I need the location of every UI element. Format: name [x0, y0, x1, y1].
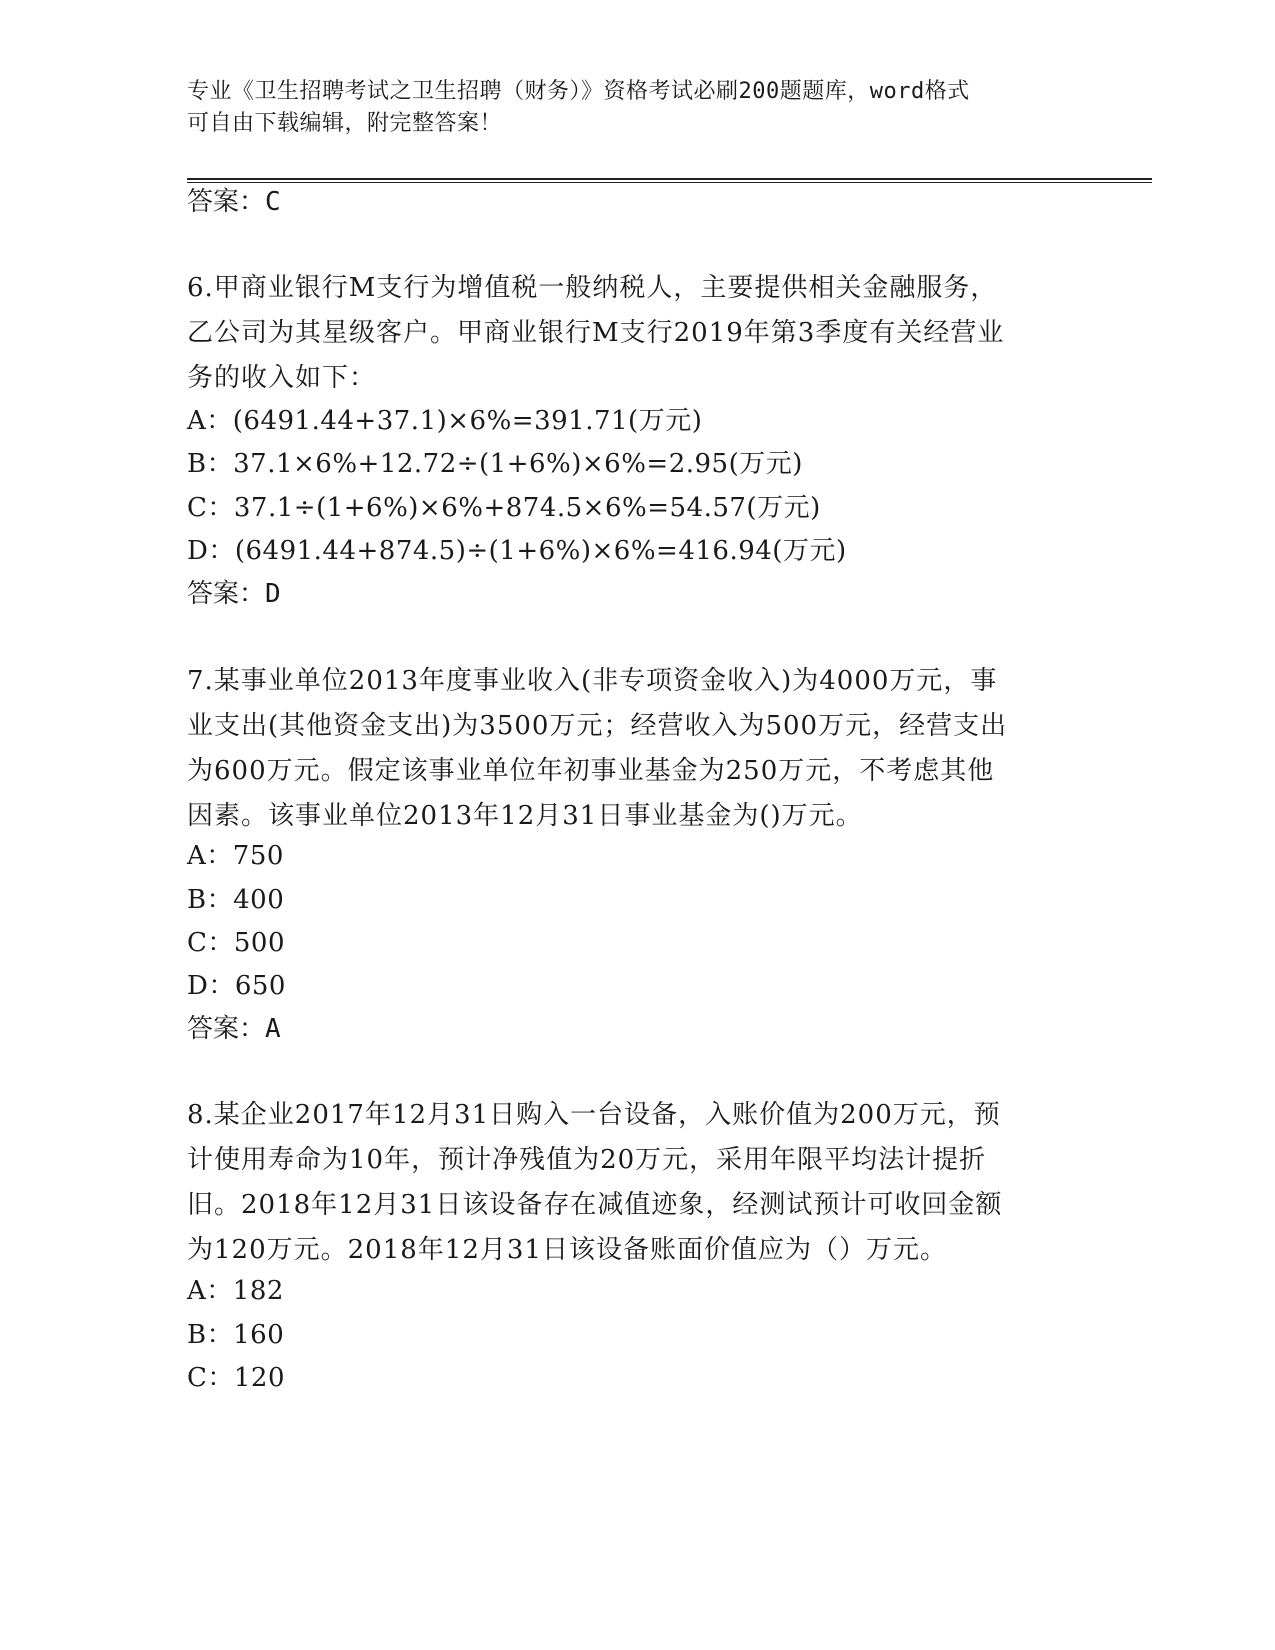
question-7-option-a: A：750 [187, 841, 284, 871]
question-7-line: 业支出(其他资金支出)为3500万元；经营收入为500万元，经营支出 [187, 711, 1008, 741]
question-7-option-b: B：400 [187, 885, 285, 915]
question-7-line: 7.某事业单位2013年度事业收入(非专项资金收入)为4000万元，事 [187, 666, 998, 696]
header-title-line-1: 专业《卫生招聘考试之卫生招聘（财务）》资格考试必刷200题题库，word格式 [187, 79, 970, 104]
question-7-line: 为600万元。假定该事业单位年初事业基金为250万元，不考虑其他 [187, 756, 995, 786]
question-8-option-a: A：182 [187, 1276, 284, 1306]
question-8-option-c: C：120 [187, 1363, 286, 1393]
answer-q7: 答案：A [187, 1014, 281, 1044]
question-6-text [187, 266, 1087, 401]
question-8-text [187, 1093, 1087, 1273]
question-7-option-d: D：650 [187, 971, 286, 1001]
question-8-line: 为120万元。2018年12月31日该设备账面价值应为（）万元。 [187, 1235, 947, 1265]
answer-q5: 答案：C [187, 187, 281, 217]
question-6-option-a: A：(6491.44+37.1)×6%=391.71(万元) [187, 406, 703, 436]
question-6-line: 乙公司为其星级客户。甲商业银行M支行2019年第3季度有关经营业 [187, 318, 1005, 348]
header-title-line-2: 可自由下载编辑，附完整答案！ [187, 111, 503, 136]
question-8-line: 8.某企业2017年12月31日购入一台设备，入账价值为200万元，预 [187, 1100, 1001, 1130]
question-8-line: 旧。2018年12月31日该设备存在减值迹象，经测试预计可收回金额 [187, 1190, 1003, 1220]
header-divider [187, 178, 1152, 180]
answer-q6: 答案：D [187, 579, 281, 609]
question-7-line: 因素。该事业单位2013年12月31日事业基金为()万元。 [187, 801, 863, 831]
question-7-text [187, 659, 1087, 839]
question-8-line: 计使用寿命为10年，预计净残值为20万元，采用年限平均法计提折 [187, 1145, 987, 1175]
question-7-option-c: C：500 [187, 928, 286, 958]
question-6-line: 务的收入如下： [187, 363, 377, 393]
header-divider-thin [187, 182, 1152, 183]
question-8-option-b: B：160 [187, 1320, 285, 1350]
question-6-line: 6.甲商业银行M支行为增值税一般纳税人，主要提供相关金融服务， [187, 273, 998, 303]
question-6-option-b: B：37.1×6%+12.72÷(1+6%)×6%=2.95(万元) [187, 449, 803, 479]
question-6-option-d: D：(6491.44+874.5)÷(1+6%)×6%=416.94(万元) [187, 536, 847, 566]
question-6-option-c: C：37.1÷(1+6%)×6%+874.5×6%=54.57(万元) [187, 493, 821, 523]
document-header [187, 76, 1067, 140]
